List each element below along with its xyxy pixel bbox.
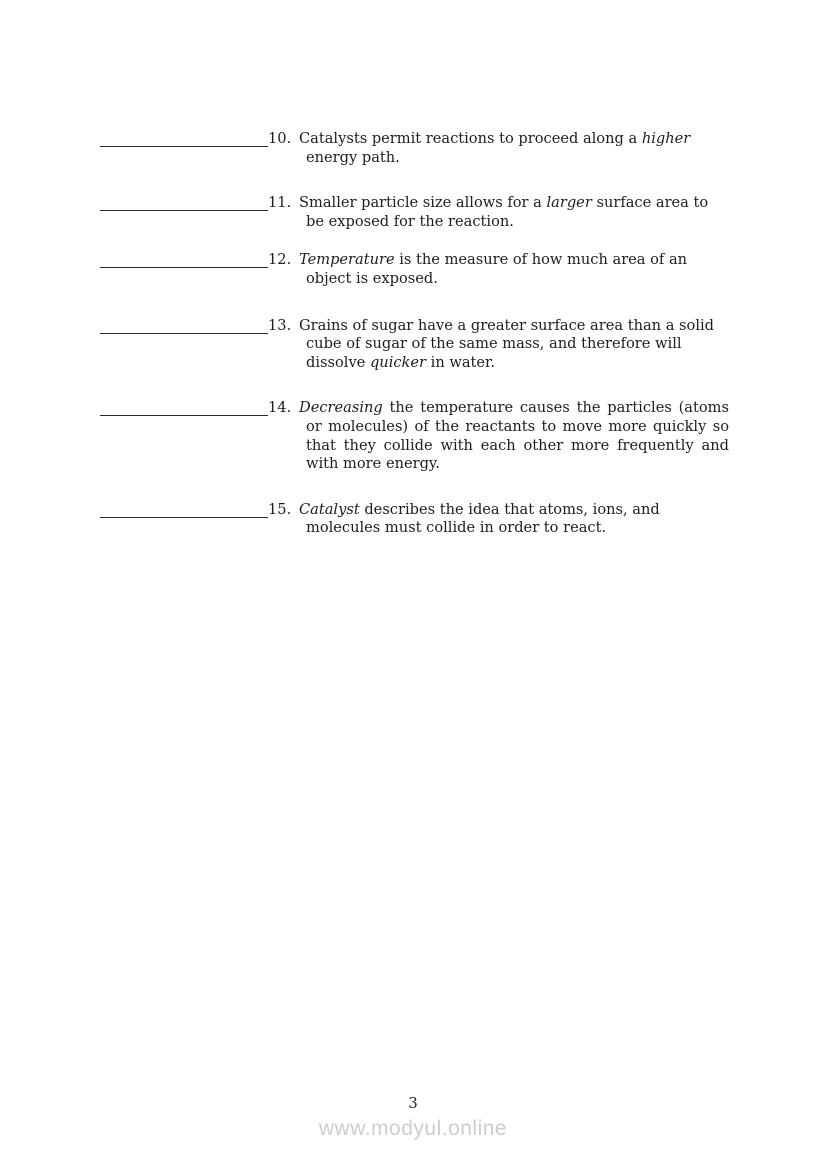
question-item xyxy=(100,317,740,373)
text-line: energy path. xyxy=(306,148,400,166)
answer-blank-line xyxy=(100,251,268,268)
question-number: 11. xyxy=(268,194,292,212)
answer-blank-line xyxy=(100,130,268,147)
text-line: Catalysts permit reactions to proceed along a higher xyxy=(299,130,691,147)
question-text xyxy=(299,501,729,538)
question-item xyxy=(100,399,740,473)
answer-blank-line xyxy=(100,501,268,518)
answer-blank-line xyxy=(100,317,268,334)
italic-term: higher xyxy=(641,130,691,147)
text-line: Catalyst describes the idea that atoms, ions, and xyxy=(299,500,660,518)
question-text xyxy=(299,399,729,473)
question-number: 10. xyxy=(268,130,292,147)
question-item xyxy=(100,130,740,167)
italic-term: Decreasing xyxy=(299,399,383,417)
answer-blank-line xyxy=(100,399,268,416)
question-text xyxy=(299,317,729,373)
question-text xyxy=(299,130,729,167)
italic-term: Catalyst xyxy=(299,500,360,518)
text-line: or molecules) of the reactants to move more quickly so xyxy=(306,417,729,435)
text-line: with more energy. xyxy=(306,455,440,473)
question-number: 14. xyxy=(268,399,292,417)
question-item xyxy=(100,194,740,231)
text-line: cube of sugar of the same mass, and therefore will xyxy=(306,335,682,353)
italic-term: quicker xyxy=(369,353,427,371)
question-item xyxy=(100,251,740,288)
text-line: Temperature is the measure of how much area of an xyxy=(299,251,688,269)
text-line: molecules must collide in order to react. xyxy=(306,519,607,537)
text-line: Smaller particle size allows for a larger surface area to xyxy=(299,194,709,212)
text-line: that they collide with each other more frequently and xyxy=(306,436,729,454)
question-list xyxy=(100,130,740,565)
italic-term: Temperature xyxy=(299,251,395,269)
italic-term: larger xyxy=(546,194,592,212)
text-line: Decreasing the temperature causes the particles (atoms xyxy=(299,399,729,417)
watermark-text: www.modyul.online xyxy=(318,1117,508,1140)
text-line: Grains of sugar have a greater surface area than a solid xyxy=(299,316,714,334)
question-text xyxy=(299,251,729,288)
question-text xyxy=(299,194,729,231)
question-item xyxy=(100,501,740,538)
question-number: 15. xyxy=(268,500,292,518)
text-line: dissolve quicker in water. xyxy=(306,353,496,371)
text-line: be exposed for the reaction. xyxy=(306,212,514,230)
answer-blank-line xyxy=(100,194,268,211)
text-line: object is exposed. xyxy=(306,269,438,287)
page-number: 3 xyxy=(408,1094,418,1112)
question-number: 12. xyxy=(268,251,292,269)
question-number: 13. xyxy=(268,316,292,334)
